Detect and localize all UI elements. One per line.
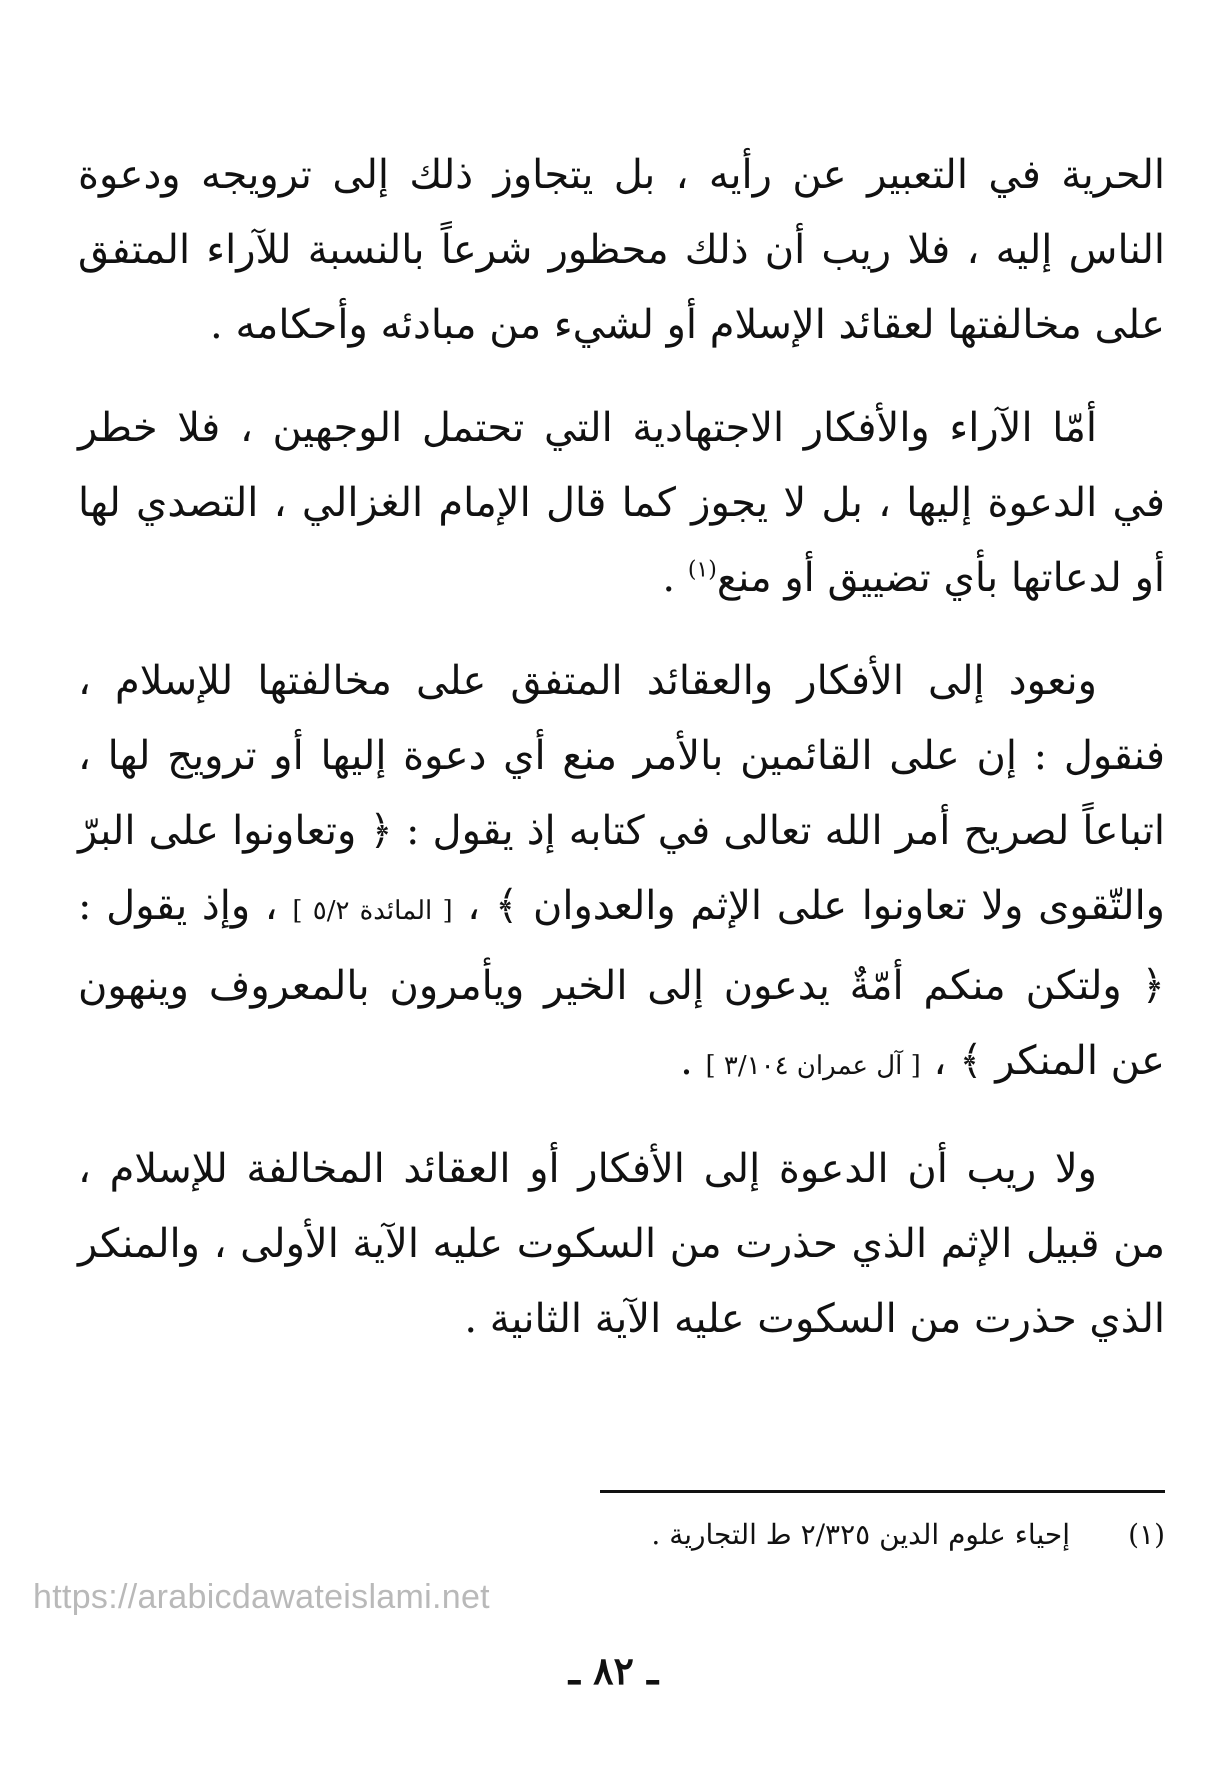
paragraph-1 [78,138,1165,363]
paragraph-3-end: . [680,1038,706,1084]
paragraph-4 [78,1132,1165,1357]
paragraph-2-text: أمّا الآراء والأفكار الاجتهادية التي تحتمل الوجهين ، فلا خطر في الدعوة إليها ، بل لا يجوز كما قال الإمام الغزالي ، التصدي لها أو لدعاتها بأي تضييق أو منع [78,405,1165,601]
footnote [465,1515,1165,1555]
paragraph-2 [78,391,1165,616]
page-number: ـ ٨٢ ـ [568,1648,659,1693]
paragraph-4-text: ولا ريب أن الدعوة إلى الأفكار أو العقائد المخالفة للإسلام ، من قبيل الإثم الذي حذرت من السكوت عليه الآية الأولى ، والمنكر الذي حذرت من السكوت عليه الآية الثانية . [78,1146,1165,1342]
watermark-url: https://arabicdawateislami.net [33,1578,490,1616]
paragraph-1-text: الحرية في التعبير عن رأيه ، بل يتجاوز ذلك إلى ترويجه ودعوة الناس إليه ، فلا ريب أن ذلك محظور شرعاً بالنسبة للآراء المتفق على مخالفتها لعقائد الإسلام أو لشيء من مبادئه وأحكامه . [78,152,1165,348]
paragraph-3 [78,644,1165,1104]
paragraph-3-text: ونعود إلى الأفكار والعقائد المتفق على مخالفتها للإسلام ، فنقول : إن على القائمين بالأمر منع أي دعوة إليها أو ترويج لها ، اتباعاً لصريح أمر الله تعالى في كتابه إذ يقول : ﴿ وتعاونوا على البرّ والتّقوى ولا تعاونوا على الإثم والعدوان ﴾ ، [78,658,1165,929]
paragraph-2-end: . [662,555,688,601]
footnote-marker[interactable]: (١) [687,557,717,583]
quran-reference-al-imran: [ آل عمران ٣/١٠٤ ] [705,1051,921,1081]
footnote-text: إحياء علوم الدين ٢/٣٢٥ ط التجارية . [651,1518,1070,1551]
paragraph-3-middle: ، وإذ يقول : ﴿ ولتكن منكم أمّةٌ يدعون إلى الخير ويأمرون بالمعروف وينهون عن المنكر ﴾ ، [78,883,1165,1084]
main-text [78,138,1165,1385]
quran-reference-maidah: [ المائدة ٥/٢ ] [292,896,453,926]
footnote-separator [600,1490,1165,1493]
footnote-number: (١) [1128,1518,1165,1551]
